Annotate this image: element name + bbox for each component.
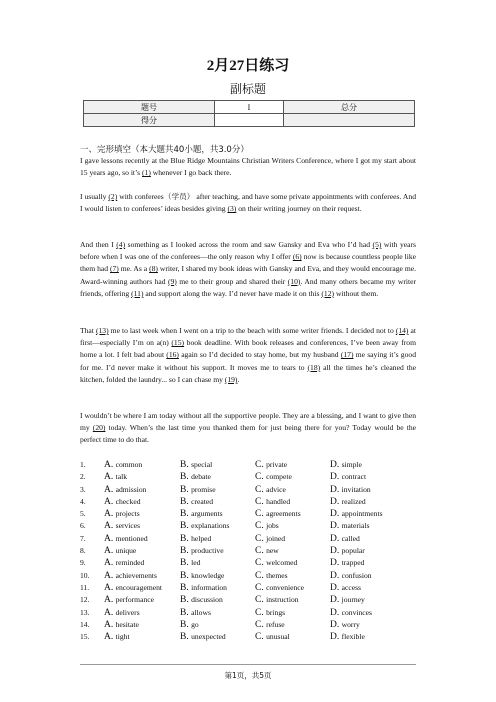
option-text: arguments — [191, 509, 223, 519]
passage-text: without them. — [334, 288, 379, 298]
option-c — [255, 583, 304, 593]
page-footer: 第1页，共5页 — [224, 671, 272, 680]
option-letter: A. — [104, 460, 116, 470]
option-c — [255, 620, 285, 630]
option-text: simple — [341, 460, 362, 469]
passage-paragraph — [80, 155, 416, 179]
option-c — [255, 571, 288, 581]
passage-text: I wouldn’t be where I am today without all the supportive people. They are a blessing, and I want to give then my — [80, 411, 416, 433]
blank-number: (9) — [167, 276, 177, 286]
question-row — [80, 558, 420, 570]
passage-text: on their writing journey on their request. — [236, 204, 362, 214]
option-letter: D. — [330, 619, 342, 630]
passage-text: all the times he’s cleaned the kitchen, folded the laundry... so I can chase my — [80, 362, 416, 384]
option-letter: C. — [255, 558, 267, 569]
option-b — [180, 620, 199, 630]
option-a — [104, 534, 148, 544]
option-text: jobs — [266, 521, 279, 531]
option-letter: D. — [330, 595, 342, 606]
option-c — [255, 521, 279, 531]
option-text: refuse — [266, 619, 285, 629]
option-letter: D. — [330, 521, 342, 532]
option-text: hesitate — [115, 619, 139, 629]
question-row — [80, 521, 420, 533]
question-row — [80, 632, 420, 644]
option-c — [255, 558, 297, 568]
option-letter: A. — [104, 546, 116, 557]
score-cell: 得分 — [84, 114, 215, 127]
option-letter: B. — [180, 595, 192, 606]
option-letter: B. — [180, 496, 192, 507]
option-c — [255, 546, 279, 556]
option-c — [255, 485, 286, 495]
footer-divider — [80, 664, 416, 665]
option-text: agreements — [266, 509, 301, 519]
option-d — [330, 460, 362, 470]
question-number: 10. — [80, 570, 90, 580]
option-letter: C. — [255, 582, 267, 593]
option-text: called — [341, 533, 360, 543]
option-b — [180, 534, 211, 544]
option-a — [104, 583, 162, 593]
option-text: delivers — [115, 607, 140, 617]
option-text: productive — [191, 546, 224, 556]
question-number: 5. — [80, 509, 86, 519]
question-row — [80, 485, 420, 497]
passage-text: with conferees（学员） after teaching, and have some private appointments with conferees. And I would listen to conferees’ ideas besides giving — [80, 192, 417, 214]
option-d — [330, 595, 365, 605]
option-letter: A. — [104, 533, 116, 544]
option-text: talk — [115, 472, 128, 482]
option-text: performance — [115, 595, 154, 605]
option-letter: B. — [180, 570, 192, 581]
blank-number: (17) — [340, 350, 354, 360]
blank-number: (19) — [224, 374, 238, 384]
blank-number: (1) — [142, 168, 151, 178]
option-text: realized — [341, 496, 366, 506]
option-d — [330, 546, 365, 556]
option-text: contract — [341, 472, 367, 482]
option-text: led — [191, 558, 201, 568]
question-row — [80, 620, 420, 632]
option-text: special — [191, 460, 213, 469]
option-letter: A. — [104, 632, 116, 643]
option-letter: C. — [255, 472, 267, 483]
option-letter: C. — [255, 607, 267, 618]
option-a — [104, 632, 130, 642]
passage-text: something as I looked across the room and saw Gansky and Eva who I’d had — [125, 240, 373, 249]
option-letter: A. — [104, 496, 116, 507]
option-b — [180, 472, 211, 482]
passage-text: again so I’d decided to stay home, but my husband — [178, 350, 341, 360]
option-letter: B. — [180, 460, 192, 470]
option-letter: A. — [104, 509, 116, 520]
question-number: 6. — [80, 521, 86, 531]
score-cell: 题号 — [84, 101, 215, 114]
blank-number: (12) — [321, 288, 335, 298]
option-d — [330, 608, 372, 618]
option-letter: A. — [104, 570, 116, 581]
option-letter: B. — [180, 509, 192, 520]
passage-text: writer, I shared my book ideas with Gansky and Eva, and they would encourage me. Award-winning authors had — [80, 264, 416, 286]
option-text: unexpected — [191, 632, 226, 642]
question-number: 12. — [80, 595, 90, 605]
option-d — [330, 558, 364, 568]
option-c — [255, 460, 287, 470]
passage-text: . And many others became my writer friends, offering — [80, 276, 416, 298]
option-letter: D. — [330, 607, 342, 618]
option-letter: B. — [180, 472, 192, 483]
passage-text: whenever I go back there. — [150, 168, 232, 178]
question-row — [80, 546, 420, 558]
option-text: welcomed — [266, 558, 298, 568]
option-a — [104, 546, 136, 556]
option-text: invitation — [341, 484, 371, 494]
option-text: helped — [191, 533, 212, 543]
option-text: information — [191, 582, 227, 592]
option-text: encouragement — [115, 582, 163, 592]
option-letter: D. — [330, 509, 342, 520]
question-number: 14. — [80, 619, 90, 629]
option-text: promise — [191, 484, 216, 494]
option-letter: A. — [104, 472, 116, 483]
blank-number: (5) — [372, 240, 382, 249]
option-text: appointments — [341, 509, 383, 519]
option-a — [104, 485, 146, 495]
option-c — [255, 472, 292, 482]
option-letter: D. — [330, 632, 342, 643]
option-text: mentioned — [115, 533, 148, 543]
option-letter: B. — [180, 484, 192, 495]
question-row — [80, 571, 420, 583]
blank-number: (4) — [116, 240, 126, 249]
option-letter: C. — [255, 521, 267, 532]
passage-paragraph — [80, 239, 416, 300]
question-row — [80, 595, 420, 607]
option-letter: C. — [255, 570, 267, 581]
option-letter: A. — [104, 607, 116, 618]
score-cell: 总分 — [284, 101, 415, 114]
option-text: brings — [266, 607, 286, 617]
option-letter: C. — [255, 496, 267, 507]
option-text: debate — [191, 472, 211, 482]
option-text: popular — [341, 546, 365, 556]
score-table — [83, 100, 415, 127]
option-b — [180, 595, 223, 605]
option-b — [180, 608, 211, 618]
passage-text: I usually — [80, 192, 109, 201]
option-a — [104, 497, 141, 507]
option-letter: C. — [255, 546, 267, 557]
passage-text: at first—especially I’m on a(n) — [80, 326, 416, 348]
passage-text: me saying it’s good for me. I’d never make it without his support. It moves me to tears to — [80, 350, 416, 372]
option-d — [330, 509, 383, 519]
option-letter: B. — [180, 533, 192, 544]
option-text: trapped — [341, 558, 365, 568]
question-number: 7. — [80, 533, 86, 543]
option-c — [255, 509, 301, 519]
question-number: 13. — [80, 607, 90, 617]
option-d — [330, 534, 360, 544]
option-letter: D. — [330, 558, 342, 569]
option-b — [180, 497, 213, 507]
option-letter: D. — [330, 546, 342, 557]
option-letter: D. — [330, 472, 342, 483]
page-subtitle: 副标题 — [229, 82, 266, 96]
passage-paragraph — [80, 191, 416, 215]
option-d — [330, 632, 365, 642]
option-c — [255, 608, 285, 618]
option-text: instruction — [266, 595, 299, 605]
score-cell: I — [215, 101, 284, 114]
option-b — [180, 558, 200, 568]
option-text: access — [341, 582, 362, 592]
option-letter: A. — [104, 484, 116, 495]
option-text: advice — [266, 484, 286, 494]
option-text: admission — [115, 484, 147, 494]
section-heading: 一、完形填空（本大题共40小题，共3.0分） — [80, 145, 249, 155]
blank-number: (14) — [395, 326, 409, 335]
option-text: discussion — [191, 595, 223, 605]
option-text: compete — [266, 472, 292, 482]
option-b — [180, 632, 226, 642]
question-row — [80, 509, 420, 521]
score-table-header-row — [84, 101, 415, 114]
question-number: 8. — [80, 546, 86, 556]
passage-text: I gave lessons recently at the Blue Ridge Mountains Christian Writers Conference, where I got my start about 15 years ago, so it’s — [80, 156, 416, 178]
option-b — [180, 509, 223, 519]
score-cell — [215, 114, 284, 127]
option-text: private — [266, 460, 288, 469]
option-letter: C. — [255, 509, 267, 520]
option-text: projects — [115, 509, 140, 519]
option-b — [180, 485, 216, 495]
option-letter: A. — [104, 619, 116, 630]
option-d — [330, 571, 372, 581]
option-text: achievements — [115, 570, 157, 580]
passage-text: with years before when I was one of the conferees—the only reason why I offer — [80, 240, 416, 262]
option-a — [104, 558, 144, 568]
option-letter: A. — [104, 558, 116, 569]
passage-text: me. As a — [118, 264, 150, 274]
option-text: handled — [266, 496, 291, 506]
options-list — [80, 460, 420, 644]
option-letter: A. — [104, 521, 116, 532]
option-text: tight — [115, 632, 130, 642]
option-a — [104, 595, 154, 605]
blank-number: (2) — [108, 192, 118, 201]
option-letter: B. — [180, 632, 192, 643]
option-a — [104, 608, 140, 618]
page-title: 2月27日练习 — [206, 58, 290, 74]
blank-number: (3) — [227, 204, 237, 214]
option-letter: C. — [255, 632, 267, 643]
passage-text: and support along the way. I’d never have made it on this — [143, 288, 322, 298]
option-text: knowledge — [191, 570, 225, 580]
option-letter: B. — [180, 546, 192, 557]
option-b — [180, 546, 224, 556]
option-letter: A. — [104, 595, 116, 606]
option-text: journey — [341, 595, 365, 605]
option-a — [104, 571, 157, 581]
option-text: confusion — [341, 570, 372, 580]
option-d — [330, 620, 360, 630]
option-text: unique — [115, 546, 137, 556]
option-letter: D. — [330, 496, 342, 507]
question-row — [80, 534, 420, 546]
blank-number: (20) — [92, 423, 106, 433]
option-text: created — [191, 496, 214, 506]
blank-number: (13) — [95, 326, 109, 335]
option-letter: C. — [255, 484, 267, 495]
option-b — [180, 460, 212, 470]
option-text: services — [115, 521, 141, 531]
option-text: new — [266, 546, 279, 556]
option-text: convinces — [341, 607, 372, 617]
blank-number: (7) — [109, 264, 119, 274]
option-letter: A. — [104, 582, 116, 593]
option-letter: C. — [255, 460, 267, 470]
option-text: unusual — [266, 632, 290, 642]
question-number: 11. — [80, 582, 90, 592]
passage-text: me to last week when I went on a trip to the beach with some writer friends. I decided not to — [108, 326, 396, 335]
question-row — [80, 583, 420, 595]
passage-text: . — [237, 374, 240, 384]
passage-text: today. When’s the last time you thanked them for just being there for you? Today would be the perfect time to do that. — [80, 423, 416, 445]
score-table-score-row — [84, 114, 415, 127]
question-row — [80, 608, 420, 620]
option-text: explanations — [191, 521, 230, 531]
passage-text: now is because countless people like them had — [80, 252, 416, 274]
option-text: reminded — [115, 558, 145, 568]
option-letter: B. — [180, 521, 192, 532]
question-number: 1. — [80, 460, 86, 469]
option-d — [330, 472, 366, 482]
passage-text: And then I — [80, 240, 117, 249]
question-number: 2. — [80, 472, 86, 482]
option-a — [104, 460, 142, 470]
option-letter: B. — [180, 582, 192, 593]
option-b — [180, 583, 227, 593]
blank-number: (16) — [166, 350, 179, 360]
option-letter: D. — [330, 533, 342, 544]
blank-number: (11) — [131, 288, 144, 298]
blank-number: (10) — [287, 276, 301, 286]
option-letter: B. — [180, 558, 192, 569]
passage-paragraph — [80, 410, 416, 447]
question-number: 15. — [80, 632, 90, 642]
question-row — [80, 497, 420, 509]
option-text: themes — [266, 570, 288, 580]
question-number: 3. — [80, 484, 86, 494]
question-number: 9. — [80, 558, 86, 568]
option-letter: C. — [255, 595, 267, 606]
option-b — [180, 571, 224, 581]
option-text: common — [115, 460, 143, 469]
option-text: joined — [266, 533, 286, 543]
option-letter: C. — [255, 619, 267, 630]
question-number: 4. — [80, 496, 86, 506]
question-row — [80, 460, 420, 472]
option-c — [255, 595, 299, 605]
option-text: allows — [191, 607, 211, 617]
option-text: worry — [341, 619, 360, 629]
option-letter: D. — [330, 484, 342, 495]
option-b — [180, 521, 229, 531]
option-letter: D. — [330, 582, 342, 593]
blank-number: (8) — [149, 264, 158, 274]
blank-number: (15) — [171, 338, 185, 348]
option-d — [330, 497, 366, 507]
option-c — [255, 497, 290, 507]
option-text: go — [191, 619, 199, 629]
passage-text: book deadline. With book releases and conferences, I’ve been away from home a lot. I felt bad about — [80, 338, 416, 360]
option-a — [104, 509, 140, 519]
question-row — [80, 472, 420, 484]
option-letter: C. — [255, 533, 267, 544]
option-a — [104, 472, 127, 482]
option-text: checked — [115, 496, 141, 506]
option-text: convenience — [266, 582, 305, 592]
passage-text: me to their group and shared their — [176, 276, 288, 286]
option-letter: D. — [330, 570, 342, 581]
option-d — [330, 521, 369, 531]
blank-number: (18) — [307, 362, 321, 372]
option-letter: B. — [180, 619, 192, 630]
blank-number: (6) — [292, 252, 302, 262]
option-a — [104, 521, 140, 531]
option-text: flexible — [341, 632, 365, 642]
passage-paragraph — [80, 325, 416, 386]
score-cell — [284, 114, 415, 127]
option-d — [330, 583, 361, 593]
option-c — [255, 534, 285, 544]
option-letter: B. — [180, 607, 192, 618]
passage-text: That — [80, 326, 96, 335]
option-a — [104, 620, 139, 630]
option-text: materials — [341, 521, 370, 531]
option-letter: D. — [330, 460, 342, 470]
option-c — [255, 632, 290, 642]
option-d — [330, 485, 371, 495]
